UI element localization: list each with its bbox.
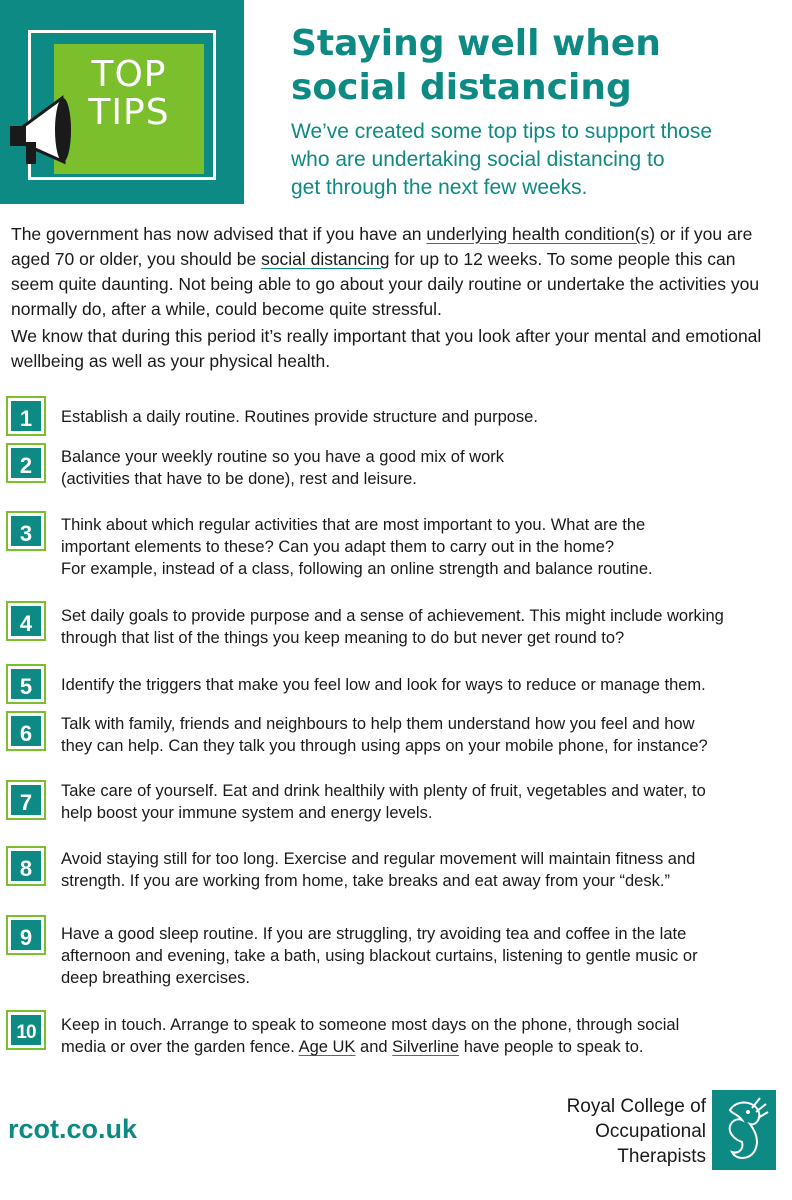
org-line2: Occupational: [595, 1121, 706, 1142]
page-subtitle: [291, 118, 781, 202]
title-line1: Staying well when: [291, 23, 661, 64]
tip-number-badge: 10: [8, 1012, 44, 1048]
intro-text: The government has now advised that if you have an: [11, 224, 427, 244]
logo-line2: TIPS: [88, 92, 170, 133]
tip-number-badge: 5: [8, 666, 44, 702]
tip-text: [61, 848, 786, 892]
tip-line: strength. If you are working from home, take breaks and eat away from your “desk.”: [61, 872, 670, 890]
tip-text: [61, 514, 786, 580]
org-name: [520, 1094, 706, 1169]
tip-number-badge: 6: [8, 713, 44, 749]
silverline-link[interactable]: Silverline: [392, 1038, 460, 1056]
tip-number-badge: 9: [8, 917, 44, 953]
tip-text: [61, 406, 786, 428]
logo-line1: TOP: [91, 54, 167, 95]
org-line3: Therapists: [617, 1146, 706, 1167]
tip-line: Talk with family, friends and neighbours to help them understand how you feel and how: [61, 715, 695, 733]
site-link[interactable]: rcot.co.uk: [8, 1114, 138, 1144]
subtitle-line3: get through the next few weeks.: [291, 176, 588, 199]
tip-line: help boost your immune system and energy levels.: [61, 804, 433, 822]
tip-line-part: media or over the garden fence.: [61, 1038, 299, 1056]
title-line2: social distancing: [291, 67, 632, 108]
tip-line: Identify the triggers that make you feel low and look for ways to reduce or manage them.: [61, 676, 706, 694]
tip-text: [61, 713, 786, 757]
tip-line: Establish a daily routine. Routines provide structure and purpose.: [61, 408, 538, 426]
intro-paragraph-2: We know that during this period it’s really important that you look after your mental and emotional wellbeing as well as your physical health.: [11, 326, 762, 371]
tip-line: (activities that have to be done), rest and leisure.: [61, 470, 417, 488]
tip-text: [61, 1014, 786, 1058]
underlying-health-link[interactable]: underlying health condition(s): [426, 224, 656, 244]
page-title: [291, 22, 771, 110]
intro-text: or if you are aged 70 or older, you should be: [11, 224, 753, 269]
tip-line: important elements to these? Can you adapt them to carry out in the home?: [61, 538, 615, 556]
tip-line: Have a good sleep routine. If you are struggling, try avoiding tea and coffee in the late: [61, 925, 687, 943]
tip-line: [61, 1036, 786, 1058]
rcot-crest-icon: [712, 1090, 776, 1170]
subtitle-line2: who are undertaking social distancing to: [291, 148, 665, 171]
tip-number-badge: 2: [8, 445, 44, 481]
tip-text: [61, 923, 786, 989]
org-line1: Royal College of: [566, 1096, 706, 1117]
tip-line: Balance your weekly routine so you have a good mix of work: [61, 448, 504, 466]
tip-text: [61, 674, 786, 696]
tip-line-part: have people to speak to.: [459, 1038, 644, 1056]
tip-line: Avoid staying still for too long. Exercise and regular movement will maintain fitness and: [61, 850, 696, 868]
tip-number-badge: 8: [8, 848, 44, 884]
age-uk-link[interactable]: Age UK: [298, 1038, 356, 1056]
tip-line: Take care of yourself. Eat and drink healthily with plenty of fruit, vegetables and water, to: [61, 782, 706, 800]
tip-line: deep breathing exercises.: [61, 969, 250, 987]
tip-line: For example, instead of a class, following an online strength and balance routine.: [61, 560, 653, 578]
subtitle-line1: We’ve created some top tips to support those: [291, 120, 713, 143]
tip-line: Think about which regular activities that are most important to you. What are the: [61, 516, 646, 534]
tip-line: Set daily goals to provide purpose and a sense of achievement. This might include working: [61, 607, 724, 625]
intro-text: for up to 12 weeks. To some people this can seem quite daunting. Not being able to go about your daily routine or undertake the activities you normally do, after a while, could become quite stressful.: [11, 249, 760, 319]
tip-text: [61, 780, 786, 824]
tip-number-badge: 4: [8, 603, 44, 639]
tip-text: [61, 446, 786, 490]
megaphone-icon: [4, 84, 104, 184]
intro-paragraph-1: [11, 222, 783, 322]
tip-text: [61, 605, 786, 649]
tip-line: afternoon and evening, take a bath, using blackout curtains, listening to gentle music or: [61, 947, 698, 965]
tip-number-badge: 1: [8, 398, 44, 434]
tip-line: they can help. Can they talk you through using apps on your mobile phone, for instance?: [61, 737, 708, 755]
tip-number-badge: 3: [8, 513, 44, 549]
tip-line: Keep in touch. Arrange to speak to someone most days on the phone, through social: [61, 1016, 680, 1034]
social-distancing-link[interactable]: social distancing: [261, 249, 390, 269]
tip-number-badge: 7: [8, 782, 44, 818]
tip-line: through that list of the things you keep meaning to do but never get round to?: [61, 629, 625, 647]
tip-line-part: and: [355, 1038, 393, 1056]
